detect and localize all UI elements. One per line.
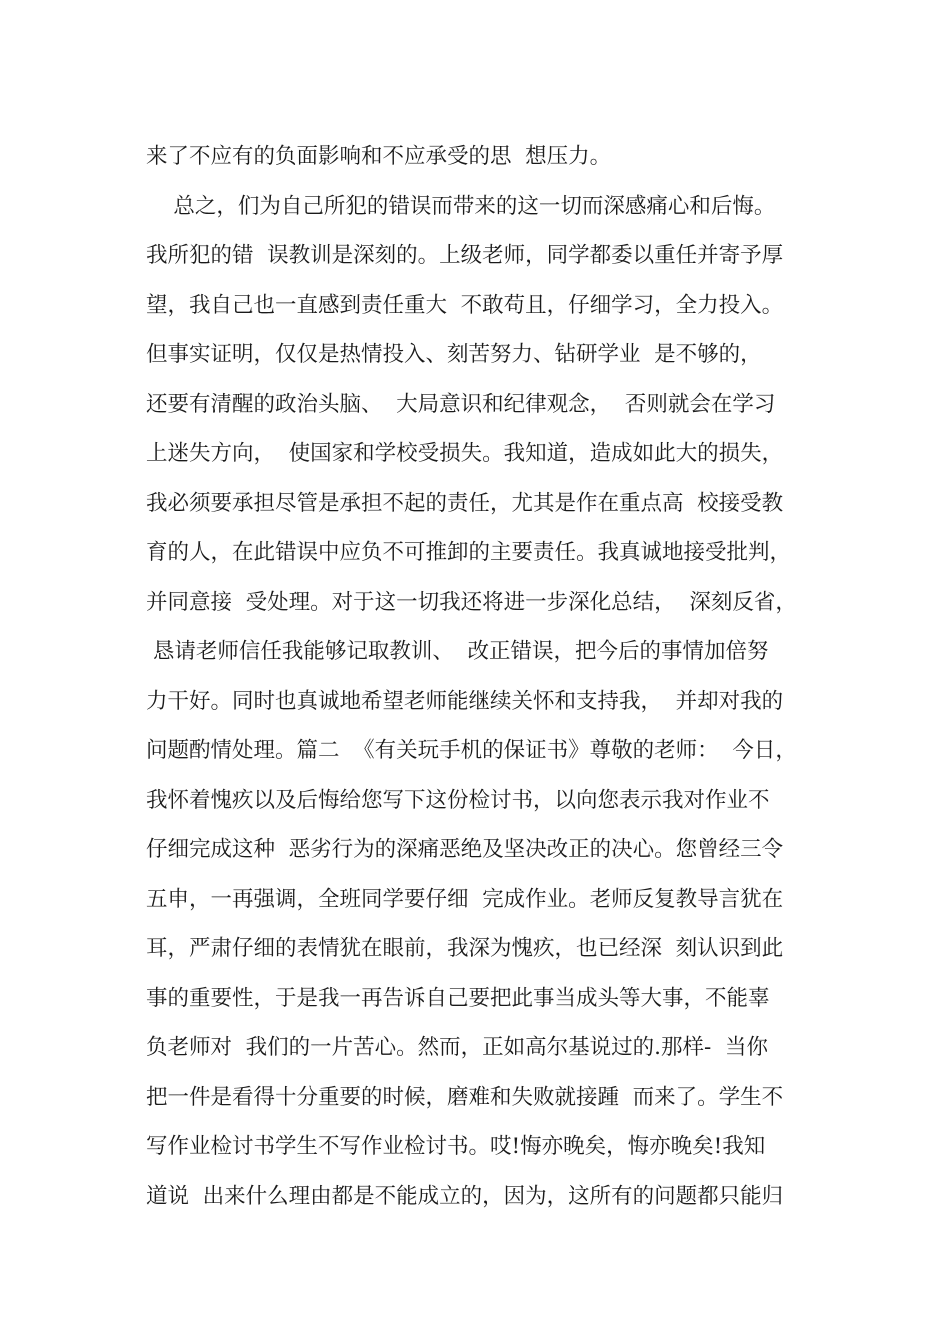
body-text <box>146 132 846 1221</box>
text-line: 上迷失方向， 使国家和学校受损失。我知道，造成如此大的损失， <box>146 441 784 466</box>
text-line: 还要有清醒的政治头脑、 大局意识和纪律观念， 否则就会在学习 <box>146 391 776 417</box>
text-line: 写作业检讨书学生不写作业检讨书。哎!悔亦晚矣，悔亦晚矣!我知 <box>146 1134 766 1159</box>
text-line: 道说 出来什么理由都是不能成立的，因为，这所有的问题都只能归 <box>146 1183 784 1209</box>
text-line: 五申，一再强调，全班同学要仔细 完成作业。老师反复教导言犹在 <box>146 886 784 912</box>
text-line: 力干好。同时也真诚地希望老师能继续关怀和支持我， 并却对我的 <box>146 688 784 714</box>
text-line: 我所犯的错 误教训是深刻的。上级老师，同学都委以重任并寄予厚 <box>146 243 784 268</box>
text-line: 并同意接 受处理。对于这一切我还将进一步深化总结， 深刻反省， <box>146 589 797 615</box>
text-line: 望，我自己也一直感到责任重大 不敢苟且，仔细学习，全力投入。 <box>146 292 784 318</box>
text-line: 来了不应有的负面影响和不应承受的思 想压力。 <box>146 144 612 169</box>
text-line: 问题酌情处理。篇二 《有关玩手机的保证书》尊敬的老师： 今日， <box>146 738 797 763</box>
text-line: 事的重要性，于是我一再告诉自己要把此事当成头等大事，不能辜 <box>146 985 770 1011</box>
text-line: 育的人，在此错误中应负不可推卸的主要责任。我真诚地接受批判， <box>146 540 792 565</box>
text-line: 但事实证明，仅仅是热情投入、刻苦努力、钻研学业 是不够的， <box>146 342 762 367</box>
text-line: 总之，们为自己所犯的错误而带来的这一切而深感痛心和后悔。 <box>146 193 776 219</box>
text-line: 仔细完成这种 恶劣行为的深痛恶绝及坚决改正的决心。您曾经三令 <box>146 837 784 862</box>
text-line: 负老师对 我们的一片苦心。然而，正如高尔基说过的.那样- 当你 <box>146 1035 768 1060</box>
text-line: 把一件是看得十分重要的时候，磨难和失败就接踵 而来了。学生不 <box>146 1084 784 1110</box>
text-line: 耳，严肃仔细的表情犹在眼前，我深为愧疚，也已经深 刻认识到此 <box>146 936 784 961</box>
text-line: 我怀着愧疚以及后悔给您写下这份检讨书，以向您表示我对作业不 <box>146 787 770 813</box>
text-line: 恳请老师信任我能够记取教训、 改正错误，把今后的事情加倍努 <box>146 639 769 664</box>
text-line: 我必须要承担尽管是承担不起的责任，尤其是作在重点高 校接受教 <box>146 490 784 516</box>
